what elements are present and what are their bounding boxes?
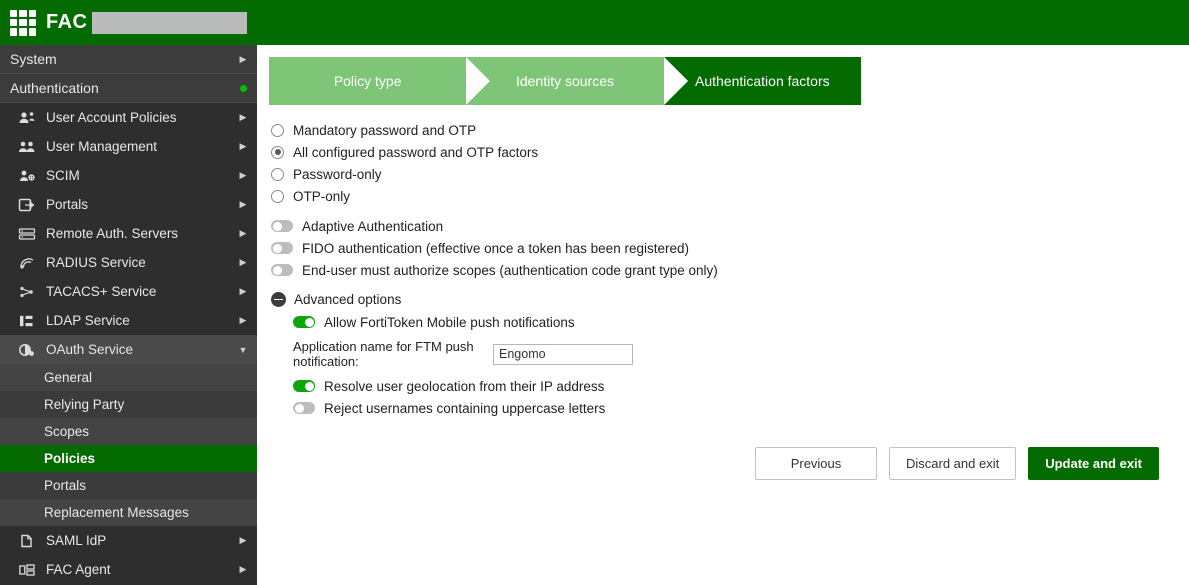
- wizard-step-label: Authentication factors: [695, 73, 830, 89]
- advanced-options-label: Advanced options: [294, 291, 402, 307]
- sidebar-item-label: SAML IdP: [46, 533, 107, 548]
- users-icon: [16, 138, 38, 156]
- sidebar-item-label: TACACS+ Service: [46, 284, 157, 299]
- sidebar[interactable]: [0, 45, 257, 585]
- chevron-right-icon: ▶: [239, 535, 247, 545]
- wizard-step-label: Policy type: [333, 73, 402, 89]
- sidebar-item-saml-idp[interactable]: [0, 526, 257, 555]
- ldap-icon: [16, 312, 38, 330]
- scim-icon: [16, 167, 38, 185]
- toggle-label: Reject usernames containing uppercase letters: [324, 400, 606, 416]
- radio-password-only[interactable]: [271, 163, 1189, 185]
- sidebar-item-label: Remote Auth. Servers: [46, 226, 179, 241]
- toggle-switch-icon: [293, 402, 315, 414]
- toggle-label: Resolve user geolocation from their IP address: [324, 378, 605, 394]
- chevron-right-icon: ▶: [239, 199, 247, 209]
- toggle-label: FIDO authentication (effective once a token has been registered): [302, 240, 689, 256]
- toggle-switch-icon: [293, 380, 315, 392]
- update-and-exit-button[interactable]: Update and exit: [1028, 447, 1159, 480]
- sidebar-subitem-label: Portals: [44, 478, 87, 493]
- app-grid-icon[interactable]: [10, 10, 36, 36]
- discard-and-exit-button[interactable]: Discard and exit: [889, 447, 1016, 480]
- radio-all-configured-factors[interactable]: [271, 141, 1189, 163]
- radio-label: OTP-only: [293, 188, 351, 204]
- page-body: [0, 45, 1189, 585]
- remote-server-icon: [16, 225, 38, 243]
- toggle-label: Adaptive Authentication: [302, 218, 444, 234]
- ftm-application-name-row: [271, 337, 1189, 371]
- sidebar-item-label: RADIUS Service: [46, 255, 146, 270]
- sidebar-item-tacacs-service[interactable]: [0, 277, 257, 306]
- toggle-fido-authentication[interactable]: [271, 237, 1189, 259]
- sidebar-subitem-label: General: [44, 370, 93, 385]
- wizard-steps: [269, 57, 861, 105]
- toggle-reject-uppercase-usernames[interactable]: [293, 397, 1189, 419]
- user-policies-icon: [16, 109, 38, 127]
- radio-label: Password-only: [293, 166, 382, 182]
- sidebar-item-authentication[interactable]: [0, 74, 257, 103]
- chevron-right-icon: ▶: [239, 141, 247, 151]
- sidebar-subitem-general[interactable]: [0, 364, 257, 391]
- sidebar-item-label: Authentication: [10, 80, 99, 96]
- sidebar-item-remote-auth-servers[interactable]: [0, 219, 257, 248]
- toggle-resolve-geolocation[interactable]: [293, 375, 1189, 397]
- sidebar-item-label: Portals: [46, 197, 89, 212]
- sidebar-item-user-management[interactable]: [0, 132, 257, 161]
- sidebar-item-label: User Account Policies: [46, 110, 177, 125]
- top-bar: [0, 0, 1189, 45]
- radio-otp-only[interactable]: [271, 185, 1189, 207]
- radio-mandatory-password-otp[interactable]: [271, 119, 1189, 141]
- chevron-right-icon: ▶: [239, 228, 247, 238]
- chevron-down-icon: ▼: [238, 344, 248, 355]
- status-dot: [240, 85, 247, 92]
- ftm-application-name-input[interactable]: [493, 344, 633, 365]
- toggle-switch-icon: [271, 242, 293, 254]
- sidebar-item-portals[interactable]: [0, 190, 257, 219]
- sidebar-subitem-label: Scopes: [44, 424, 90, 439]
- agent-icon: [16, 561, 38, 579]
- wizard-step-label: Identity sources: [515, 73, 615, 89]
- sidebar-item-label: User Management: [46, 139, 158, 154]
- oauth-icon: [16, 341, 38, 359]
- toggle-adaptive-authentication[interactable]: [271, 215, 1189, 237]
- sidebar-item-ldap-service[interactable]: [0, 306, 257, 335]
- chevron-right-icon: ▶: [239, 315, 247, 325]
- form-actions: [271, 447, 1159, 480]
- sidebar-item-label: OAuth Service: [46, 342, 134, 357]
- sidebar-item-user-account-policies[interactable]: [0, 103, 257, 132]
- sidebar-subitem-replacement-messages[interactable]: [0, 499, 257, 526]
- sidebar-subitem-label: Relying Party: [44, 397, 125, 412]
- sidebar-item-fac-agent[interactable]: [0, 555, 257, 584]
- chevron-right-icon: ▶: [239, 286, 247, 296]
- sidebar-subitem-relying-party[interactable]: [0, 391, 257, 418]
- chevron-right-icon: ▶: [239, 53, 247, 64]
- radio-label: Mandatory password and OTP: [293, 122, 477, 138]
- chevron-right-icon: ▶: [239, 170, 247, 180]
- sidebar-item-radius-service[interactable]: [0, 248, 257, 277]
- previous-button[interactable]: Previous: [755, 447, 877, 480]
- toggle-label: End-user must authorize scopes (authentication code grant type only): [302, 262, 718, 278]
- product-title: FAC: [46, 11, 88, 33]
- wizard-step-authentication-factors[interactable]: [664, 57, 861, 105]
- chevron-right-icon: ▶: [239, 112, 247, 122]
- sidebar-item-label: LDAP Service: [46, 313, 130, 328]
- sidebar-item-system[interactable]: [0, 45, 257, 74]
- ftm-application-name-label: Application name for FTM push notification:: [293, 339, 474, 369]
- toggle-end-user-authorize-scopes[interactable]: [271, 259, 1189, 281]
- toggle-switch-icon: [293, 316, 315, 328]
- toggle-label: Allow FortiToken Mobile push notifications: [324, 314, 575, 330]
- saml-icon: [16, 532, 38, 550]
- sidebar-item-scim[interactable]: [0, 161, 257, 190]
- radio-icon: [271, 124, 284, 137]
- sidebar-subitem-portals[interactable]: [0, 472, 257, 499]
- portal-icon: [16, 196, 38, 214]
- redacted-hostname: [92, 12, 247, 34]
- wizard-step-policy-type[interactable]: [269, 57, 466, 105]
- chevron-right-icon: ▶: [239, 564, 247, 574]
- chevron-right-icon: ▶: [239, 257, 247, 267]
- sidebar-item-label: FAC Agent: [46, 562, 111, 577]
- wizard-step-identity-sources[interactable]: [466, 57, 663, 105]
- toggle-switch-icon: [271, 264, 293, 276]
- toggle-switch-icon: [271, 220, 293, 232]
- sidebar-item-label: System: [10, 51, 57, 67]
- advanced-options-header[interactable]: [271, 287, 1189, 311]
- toggle-allow-ftm-push[interactable]: [293, 311, 1189, 333]
- auth-factors-form: [257, 105, 1189, 480]
- radio-label: All configured password and OTP factors: [293, 144, 539, 160]
- tacacs-icon: [16, 283, 38, 301]
- sidebar-item-oauth-service[interactable]: [0, 335, 257, 364]
- radius-icon: [16, 254, 38, 272]
- main-content: [257, 45, 1189, 585]
- sidebar-subitem-policies[interactable]: [0, 445, 257, 472]
- radio-icon: [271, 168, 284, 181]
- sidebar-subitem-label: Replacement Messages: [44, 505, 189, 520]
- radio-selected-icon: [271, 146, 284, 159]
- sidebar-subitem-scopes[interactable]: [0, 418, 257, 445]
- sidebar-item-label: SCIM: [46, 168, 80, 183]
- radio-icon: [271, 190, 284, 203]
- sidebar-subitem-label: Policies: [44, 451, 96, 466]
- collapse-minus-icon[interactable]: [271, 292, 286, 307]
